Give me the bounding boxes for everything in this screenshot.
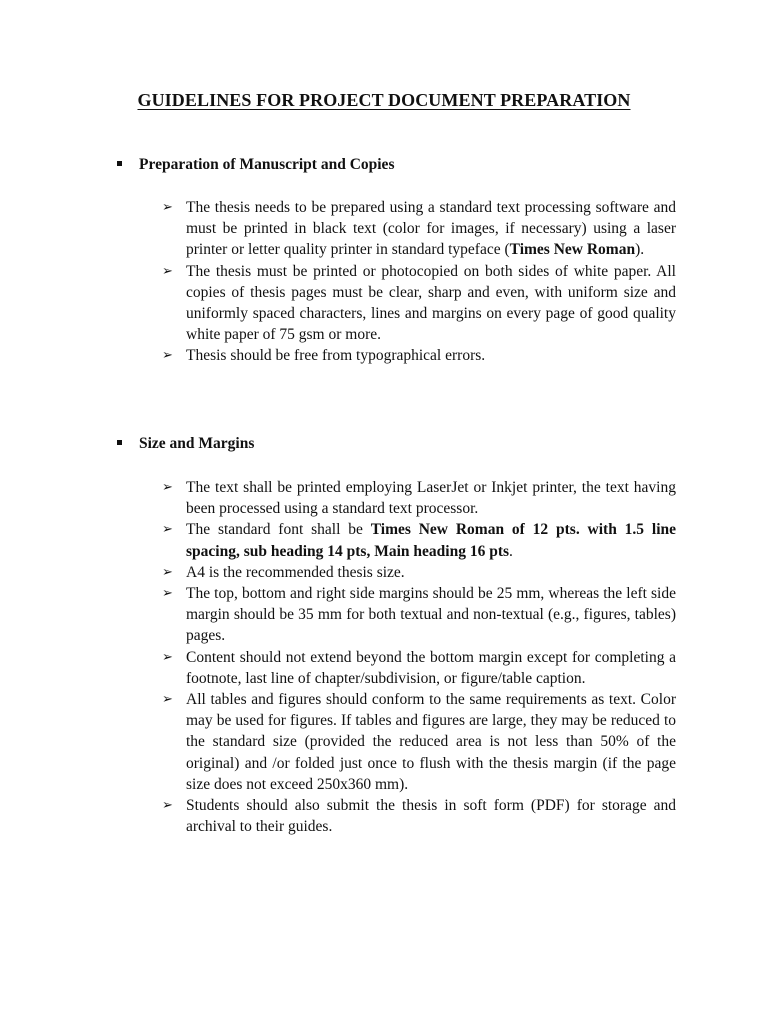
list-item: ➢ Thesis should be free from typographical errors. <box>162 345 676 366</box>
arrow-bullet-icon: ➢ <box>162 348 173 364</box>
manuscript-list <box>162 197 676 367</box>
list-item: ➢ The top, bottom and right side margins should be 25 mm, whereas the left side margin should be 35 mm for both textual and non-textual (e.g., figures, tables) pages. <box>162 585 676 645</box>
section-heading-size-margins: Size and Margins <box>117 434 254 454</box>
list-item: ➢ The standard font shall be Times New Roman of 12 pts. with 1.5 line spacing, sub heading 14 pts, Main heading 16 pts. <box>162 521 676 560</box>
arrow-bullet-icon: ➢ <box>162 200 173 215</box>
list-item: ➢ The thesis needs to be prepared using a standard text processing software and must be printed in black text (color for images, if necessary) using a laser printer or letter quality printer in standard typeface (Times New Roman). <box>162 199 676 259</box>
size-margins-list <box>162 477 676 837</box>
list-item: ➢ All tables and figures should conform to the same requirements as text. Color may be used for figures. If tables and figures are large, they may be reduced to the standard size (provided the reduced area is not less than 50% of the original) and /or folded just once to flush with the thesis margin (if the page size does not exceed 250x360 mm). <box>162 691 676 793</box>
square-bullet-icon <box>117 440 122 445</box>
arrow-bullet-icon: ➢ <box>162 692 173 708</box>
arrow-bullet-icon: ➢ <box>162 263 173 279</box>
section-heading-manuscript: Preparation of Manuscript and Copies <box>117 155 394 175</box>
arrow-bullet-icon: ➢ <box>162 522 173 538</box>
arrow-bullet-icon: ➢ <box>162 798 173 814</box>
arrow-bullet-icon: ➢ <box>162 649 173 665</box>
arrow-bullet-icon: ➢ <box>162 480 173 495</box>
list-item: ➢ Students should also submit the thesis in soft form (PDF) for storage and archival to their guides. <box>162 797 676 836</box>
list-item: ➢ Content should not extend beyond the bottom margin except for completing a footnote, last line of chapter/subdivision, or figure/table caption. <box>162 648 676 687</box>
list-item: ➢ The text shall be printed employing LaserJet or Inkjet printer, the text having been processed using a standard text processor. <box>162 479 676 518</box>
list-item: ➢ A4 is the recommended thesis size. <box>162 562 676 583</box>
document-title: GUIDELINES FOR PROJECT DOCUMENT PREPARATION <box>137 90 631 110</box>
square-bullet-icon <box>117 161 122 166</box>
list-item: ➢ The thesis must be printed or photocopied on both sides of white paper. All copies of thesis pages must be clear, sharp and even, with uniform size and uniformly spaced characters, lines and margins on every page of good quality white paper of 75 gsm or more. <box>162 262 676 344</box>
arrow-bullet-icon: ➢ <box>162 564 173 580</box>
arrow-bullet-icon: ➢ <box>162 586 173 602</box>
